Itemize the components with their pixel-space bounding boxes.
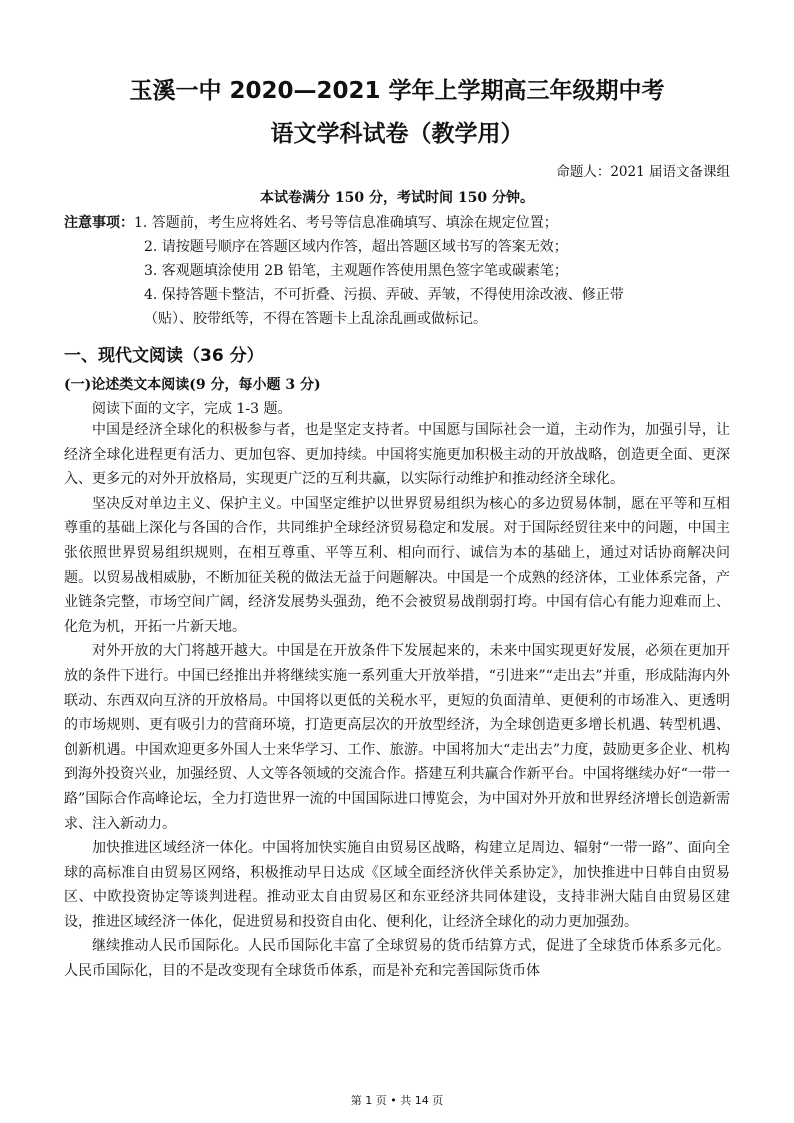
passage-paragraph: 坚决反对单边主义、保护主义。中国坚定维护以世界贸易组织为核心的多边贸易体制，愿在平等和互相尊重的基础上深化与各国的合作，共同维护全球经济贸易稳定和发展。对于国际经贸往来中的问题，中国主张依照世界贸易组织规则，在相互尊重、平等互利、相向而行、诚信为本的基础上，通过对话协商解决问题。以贸易战相威胁，不断加征关税的做法无益于问题解决。中国是一个成熟的经济体，工业体系完备，产业链条完整，市场空间广阔，经济发展势头强劲，绝不会被贸易战削弱打垮。中国有信心有能力迎难而上、化危为机，开拓一片新天地。	[64, 495, 730, 635]
notice-item: 注意事项：1. 答题前，考生应将姓名、考号等信息准确填写、填涂在规定位置；	[64, 215, 558, 231]
passage-paragraph: 中国是经济全球化的积极参与者，也是坚定支持者。中国愿与国际社会一道，主动作为，加强引导，让经济全球化进程更有活力、更加包容、更加持续。中国将实施更加积极主动的开放战略，创造更全面、更深入、更多元的对外开放格局，实现更广泛的互利共赢，以实际行动维护和推动经济全球化。	[64, 422, 730, 488]
exam-info: 本试卷满分 150 分，考试时间 150 分钟。	[260, 190, 534, 206]
notice-block	[64, 211, 744, 331]
reading-instruction: 阅读下面的文字，完成 1-3 题。	[92, 401, 292, 417]
notice-item: 4. 保持答题卡整洁，不可折叠、污损、弄破、弄皱，不得使用涂改液、修正带	[144, 287, 624, 303]
passage-paragraph: 加快推进区域经济一体化。中国将加快实施自由贸易区战略，构建立足周边、辐射“一带一路”、面向全球的高标准自由贸易区网络，积极推动早日达成《区域全面经济伙伴关系协定》，加快推进中日韩自由贸易区、中欧投资协定等谈判进程。推动亚太自由贸易区和东亚经济共同体建设，支持非洲大陆自由贸易区建设，推进区域经济一体化，促进贸易和投资自由化、便利化，让经济全球化的动力更加强劲。	[64, 840, 730, 930]
notice-item: 3. 客观题填涂使用 2B 铅笔，主观题作答使用黑色签字笔或碳素笔；	[144, 263, 568, 279]
notice-item: （贴）、胶带纸等，不得在答题卡上乱涂乱画或做标记。	[144, 311, 487, 327]
exam-subtitle: 语文学科试卷（教学用）	[270, 121, 524, 147]
passage-paragraph: 继续推动人民币国际化。人民币国际化丰富了全球贸易的货币结算方式，促进了全球货币体系多元化。人民币国际化，目的不是改变现有全球货币体系，而是补充和完善国际货币体	[64, 938, 730, 980]
subsection-title: (一)论述类文本阅读(9 分，每小题 3 分)	[64, 377, 321, 393]
page-number: 第 1 页 • 共 14 页	[350, 1094, 444, 1107]
exam-title: 玉溪一中 2020—2021 学年上学期高三年级期中考	[129, 78, 665, 104]
reading-passage	[64, 418, 730, 984]
question-setter: 命题人：2021 届语文备课组	[556, 164, 730, 180]
notice-label: 注意事项：	[64, 215, 134, 231]
section-title: 一、现代文阅读（36 分）	[64, 346, 264, 366]
notice-item: 2. 请按题号顺序在答题区域内作答，超出答题区域书写的答案无效；	[144, 239, 568, 255]
passage-paragraph: 对外开放的大门将越开越大。中国是在开放条件下发展起来的，未来中国实现更好发展，必须在更加开放的条件下进行。中国已经推出并将继续实施一系列重大开放举措，“引进来”“走出去”并重，形成陆海内外联动、东西双向互济的开放格局。中国将以更低的关税水平，更短的负面清单、更便利的市场准入、更透明的市场规则、更有吸引力的营商环境，打造更高层次的开放型经济，为全球创造更多增长机遇、转型机遇、创新机遇。中国欢迎更多外国人士来华学习、工作、旅游。中国将加大“走出去”力度，鼓励更多企业、机构到海外投资兴业，加强经贸、人文等各领域的交流合作。搭建互利共赢合作新平台。中国将继续办好“一带一路”国际合作高峰论坛，全力打造世界一流的中国国际进口博览会，为中国对外开放和世界经济增长创造新需求、注入新动力。	[64, 643, 730, 832]
